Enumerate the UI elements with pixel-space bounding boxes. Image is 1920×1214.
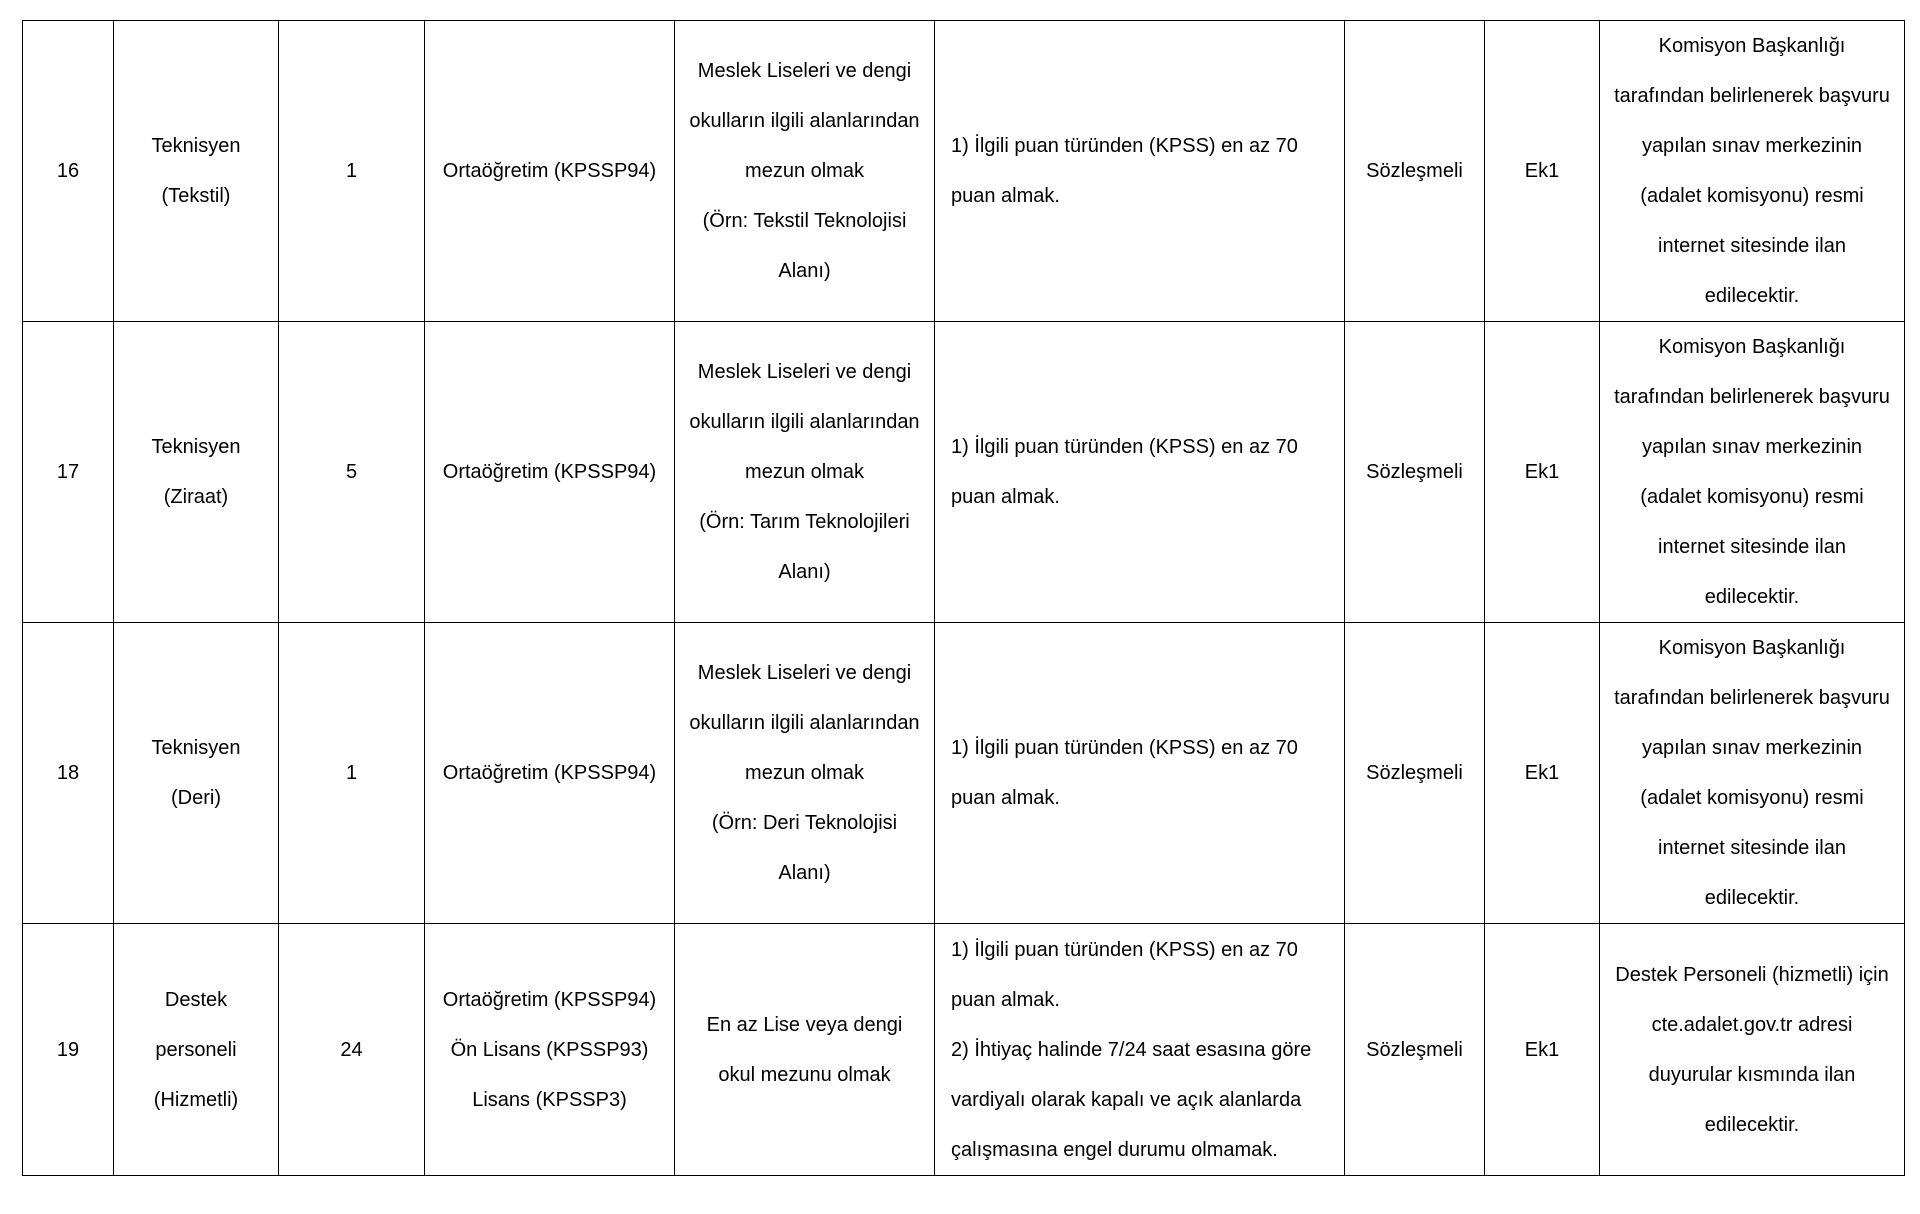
education-line: Ortaöğretim (KPSSP94) (442, 762, 657, 784)
announcement-line: Komisyon Başkanlığı (1658, 336, 1846, 358)
department-cell (675, 623, 935, 924)
department-cell (675, 21, 935, 322)
position-count: 1 (345, 160, 358, 182)
title-line: Teknisyen (151, 135, 241, 157)
department-line: Meslek Liseleri ve dengi (697, 361, 912, 383)
announcement-line: tarafından belirlenerek başvuru (1614, 386, 1890, 408)
table-row (23, 924, 1905, 1176)
position-count: 1 (345, 762, 358, 784)
education-cell (425, 924, 675, 1176)
position-count: 5 (345, 461, 358, 483)
title-line: (Hizmetli) (153, 1088, 239, 1111)
department-line: okul mezunu olmak (718, 1063, 891, 1086)
title-line: personeli (155, 1038, 237, 1061)
qualification-line: 2) İhtiyaç halinde 7/24 saat esasına göre (951, 1038, 1312, 1061)
qualification-line: 1) İlgili puan türünden (KPSS) en az 70 (951, 737, 1298, 759)
count-cell (279, 322, 425, 623)
announcement-line: (adalet komisyonu) resmi (1640, 185, 1864, 207)
qualification-line: 1) İlgili puan türünden (KPSS) en az 70 (951, 436, 1298, 458)
title-line: (Tekstil) (161, 185, 231, 207)
department-cell (675, 924, 935, 1176)
contract-type: Sözleşmeli (1366, 160, 1463, 182)
announcement-line: yapılan sınav merkezinin (1641, 436, 1863, 458)
department-line: mezun olmak (745, 461, 864, 483)
announcement-line: edilecektir. (1704, 887, 1800, 909)
department-line: En az Lise veya dengi (706, 1013, 903, 1036)
department-line: Meslek Liseleri ve dengi (697, 662, 912, 684)
department-cell (675, 322, 935, 623)
contract-cell (1345, 623, 1485, 924)
announcement-line: tarafından belirlenerek başvuru (1614, 85, 1890, 107)
qualification-line: puan almak. (951, 988, 1060, 1011)
announcement-cell (1600, 322, 1905, 623)
count-cell (279, 21, 425, 322)
announcement-line: yapılan sınav merkezinin (1641, 135, 1863, 157)
department-line: Alanı) (778, 862, 831, 884)
announcement-line: edilecektir. (1704, 1113, 1800, 1136)
title-cell (114, 322, 279, 623)
contract-cell (1345, 322, 1485, 623)
annex-cell (1485, 21, 1600, 322)
qualifications-cell (935, 623, 1345, 924)
department-line: (Örn: Tarım Teknolojileri (699, 511, 910, 533)
qualification-line: 1) İlgili puan türünden (KPSS) en az 70 (951, 938, 1298, 961)
table-row (23, 322, 1905, 623)
qualifications-cell (935, 21, 1345, 322)
announcement-line: tarafından belirlenerek başvuru (1614, 687, 1890, 709)
annex-cell (1485, 623, 1600, 924)
annex-label: Ek1 (1524, 461, 1560, 483)
education-line: Ortaöğretim (KPSSP94) (442, 160, 657, 182)
row-number: 17 (56, 461, 80, 483)
department-line: (Örn: Tekstil Teknolojisi (702, 210, 907, 232)
row-number: 18 (56, 762, 80, 784)
row-number-cell (23, 623, 114, 924)
qualifications-cell (935, 924, 1345, 1176)
contract-cell (1345, 21, 1485, 322)
announcement-line: (adalet komisyonu) resmi (1640, 486, 1864, 508)
qualification-line: 1) İlgili puan türünden (KPSS) en az 70 (951, 135, 1298, 157)
education-cell (425, 623, 675, 924)
table-row (23, 21, 1905, 322)
annex-label: Ek1 (1524, 762, 1560, 784)
title-line: (Deri) (171, 787, 221, 809)
announcement-cell (1600, 623, 1905, 924)
contract-type: Sözleşmeli (1366, 461, 1463, 483)
education-line: Ortaöğretim (KPSSP94) (442, 461, 657, 483)
contract-cell (1345, 924, 1485, 1176)
department-line: mezun olmak (745, 762, 864, 784)
department-line: (Örn: Deri Teknolojisi (711, 812, 898, 834)
qualification-line: puan almak. (951, 486, 1060, 508)
title-line: Destek (164, 988, 228, 1011)
positions-table (22, 20, 1905, 1176)
title-line: Teknisyen (151, 737, 241, 759)
qualification-line: vardiyalı olarak kapalı ve açık alanlarda (951, 1088, 1302, 1111)
position-count: 24 (340, 1038, 363, 1061)
row-number-cell (23, 21, 114, 322)
department-line: mezun olmak (745, 160, 864, 182)
title-line: Teknisyen (151, 436, 241, 458)
qualification-line: puan almak. (951, 185, 1060, 207)
annex-label: Ek1 (1524, 1038, 1560, 1061)
title-cell (114, 924, 279, 1176)
education-cell (425, 322, 675, 623)
education-line: Ön Lisans (KPSSP93) (450, 1038, 649, 1061)
row-number: 19 (56, 1038, 80, 1061)
row-number: 16 (56, 160, 80, 182)
department-line: okulların ilgili alanlarından (689, 712, 920, 734)
annex-cell (1485, 322, 1600, 623)
announcement-line: internet sitesinde ilan (1658, 536, 1846, 558)
education-line: Ortaöğretim (KPSSP94) (442, 988, 657, 1011)
count-cell (279, 924, 425, 1176)
qualification-line: puan almak. (951, 787, 1060, 809)
qualifications-cell (935, 322, 1345, 623)
announcement-line: (adalet komisyonu) resmi (1640, 787, 1864, 809)
education-cell (425, 21, 675, 322)
count-cell (279, 623, 425, 924)
announcement-line: edilecektir. (1704, 285, 1800, 307)
row-number-cell (23, 924, 114, 1176)
announcement-line: internet sitesinde ilan (1658, 837, 1846, 859)
contract-type: Sözleşmeli (1366, 1038, 1463, 1061)
announcement-line: duyurular kısmında ilan (1648, 1063, 1856, 1086)
department-line: okulların ilgili alanlarından (689, 110, 920, 132)
table-row (23, 623, 1905, 924)
title-line: (Ziraat) (163, 486, 229, 508)
announcement-line: Destek Personeli (hizmetli) için (1615, 963, 1889, 986)
announcement-line: Komisyon Başkanlığı (1658, 637, 1846, 659)
announcement-line: cte.adalet.gov.tr adresi (1651, 1013, 1853, 1036)
annex-label: Ek1 (1524, 160, 1560, 182)
announcement-cell (1600, 21, 1905, 322)
row-number-cell (23, 322, 114, 623)
announcement-cell (1600, 924, 1905, 1176)
department-line: Meslek Liseleri ve dengi (697, 60, 912, 82)
department-line: Alanı) (778, 260, 831, 282)
department-line: okulların ilgili alanlarından (689, 411, 920, 433)
contract-type: Sözleşmeli (1366, 762, 1463, 784)
title-cell (114, 21, 279, 322)
announcement-line: yapılan sınav merkezinin (1641, 737, 1863, 759)
annex-cell (1485, 924, 1600, 1176)
department-line: Alanı) (778, 561, 831, 583)
announcement-line: Komisyon Başkanlığı (1658, 35, 1846, 57)
qualification-line: çalışmasına engel durumu olmamak. (951, 1138, 1278, 1161)
announcement-line: edilecektir. (1704, 586, 1800, 608)
announcement-line: internet sitesinde ilan (1658, 235, 1846, 257)
title-cell (114, 623, 279, 924)
education-line: Lisans (KPSSP3) (472, 1088, 627, 1111)
